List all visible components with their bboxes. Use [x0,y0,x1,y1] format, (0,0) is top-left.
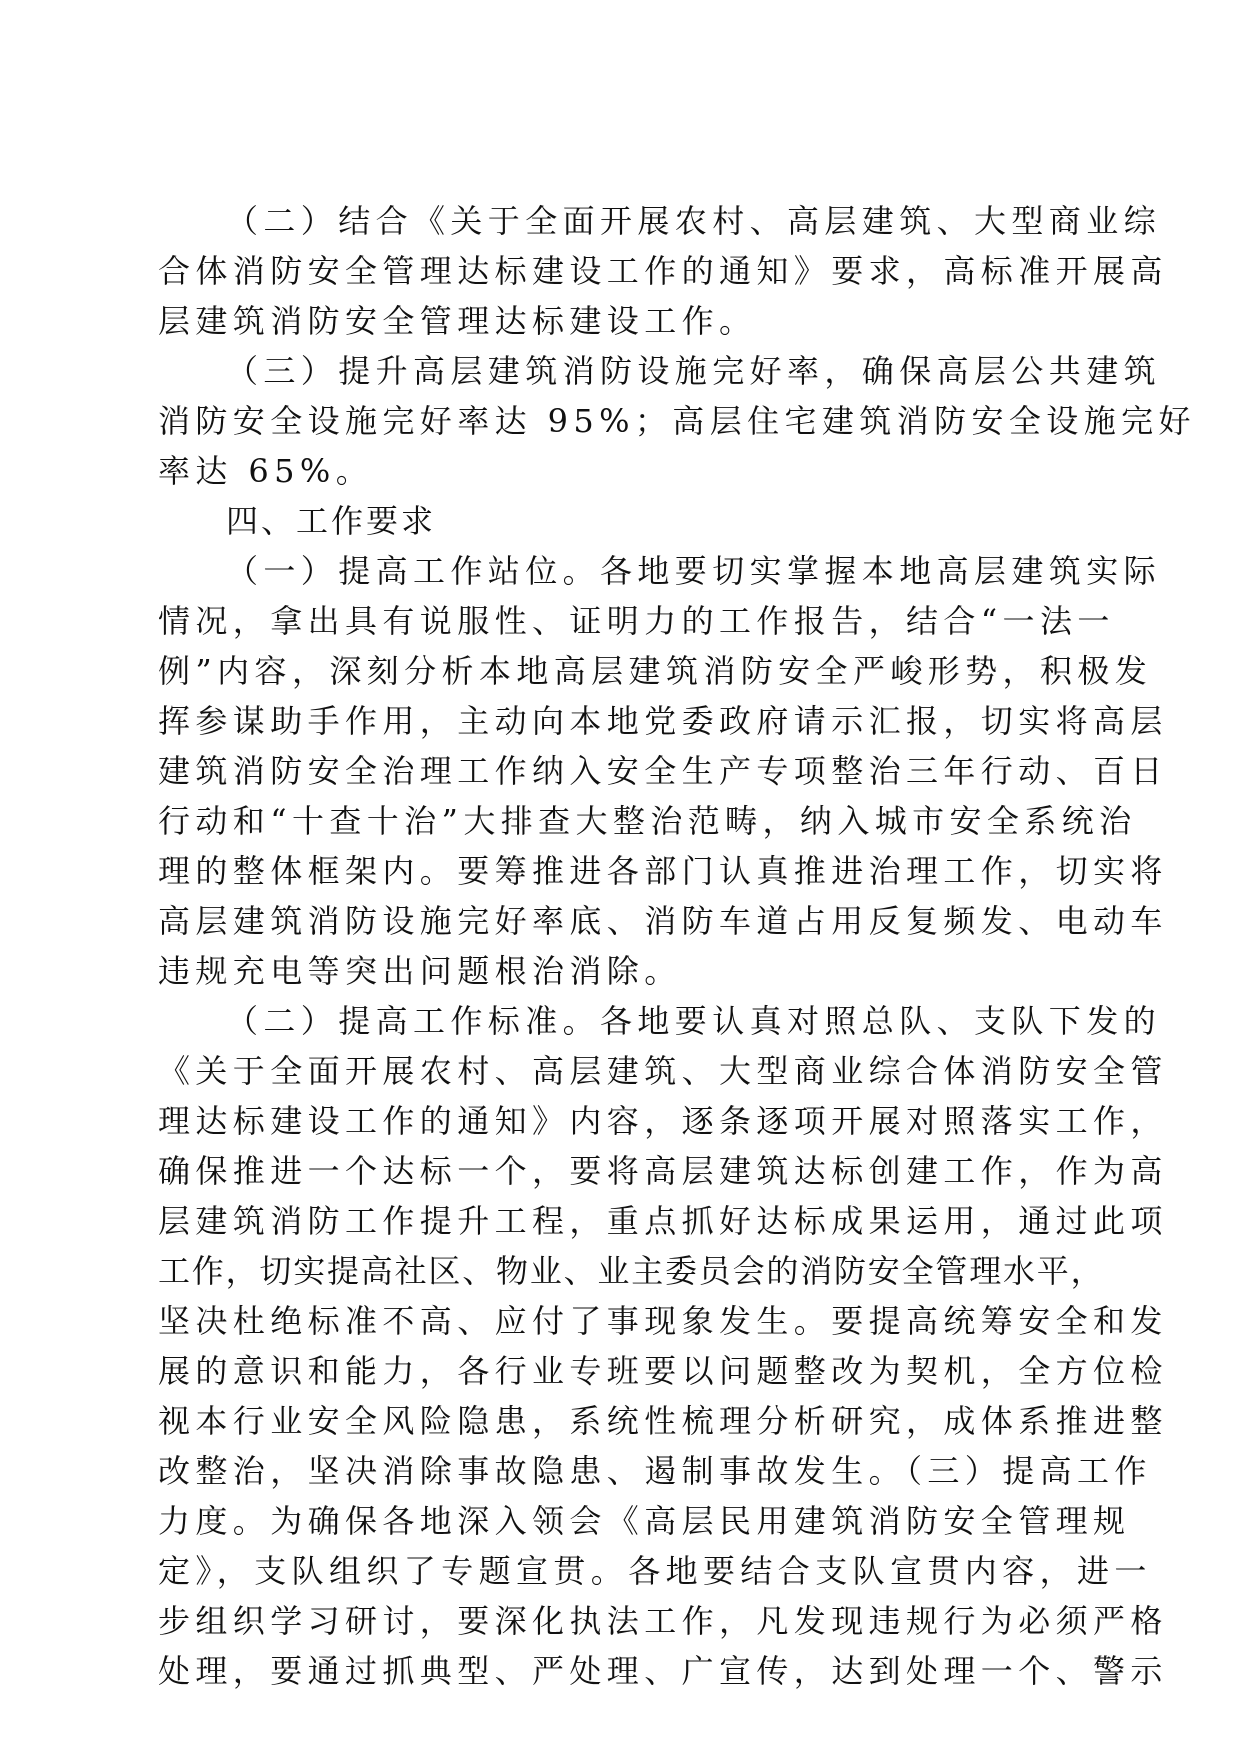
paragraph-line: 违规充电等突出问题根治消除。 [158,952,682,990]
paragraph-line: 处理，要通过抓典型、严处理、广宣传，达到处理一个、警示 [158,1652,1168,1690]
paragraph-line: 工作，切实提高社区、物业、业主委员会的消防安全管理水平， [158,1252,1105,1290]
paragraph-line: 展的意识和能力，各行业专班要以问题整改为契机，全方位检 [158,1352,1168,1390]
paragraph-line: 视本行业安全风险隐患，系统性梳理分析研究，成体系推进整 [158,1402,1168,1440]
paragraph-line: 情况，拿出具有说服性、证明力的工作报告，结合“一法一 [158,602,1115,640]
paragraph-line: 力度。为确保各地深入领会《高层民用建筑消防安全管理规 [158,1502,1131,1540]
paragraph-line: 理的整体框架内。要筹推进各部门认真推进治理工作，切实将 [158,852,1168,890]
paragraph-line: 层建筑消防工作提升工程，重点抓好达标成果运用，通过此项 [158,1202,1168,1240]
paragraph-line: 消防安全设施完好率达 95%；高层住宅建筑消防安全设施完好 [158,402,1196,440]
paragraph-line: 确保推进一个达标一个，要将高层建筑达标创建工作，作为高 [158,1152,1168,1190]
paragraph-line: 行动和“十查十治”大排查大整治范畴，纳入城市安全系统治 [158,802,1137,840]
paragraph-line: 例”内容，深刻分析本地高层建筑消防安全严峻形势，积极发 [158,652,1153,690]
paragraph-line: 定》，支队组织了专题宣贯。各地要结合支队宣贯内容，进一 [158,1552,1152,1590]
paragraph-line: 步组织学习研讨，要深化执法工作，凡发现违规行为必须严格 [158,1602,1168,1640]
paragraph-line: 坚决杜绝标准不高、应付了事现象发生。要提高统筹安全和发 [158,1302,1168,1340]
section-heading: 四、工作要求 [226,502,437,540]
paragraph-line: 理达标建设工作的通知》内容，逐条逐项开展对照落实工作， [158,1102,1168,1140]
paragraph-line: 《关于全面开展农村、高层建筑、大型商业综合体消防安全管 [158,1052,1168,1090]
paragraph-line: 改整治，坚决消除事故隐患、遏制事故发生。（三）提高工作 [158,1452,1152,1490]
paragraph-line: （二）提高工作标准。各地要认真对照总队、支队下发的 [226,1002,1162,1040]
paragraph-line: 合体消防安全管理达标建设工作的通知》要求，高标准开展高 [158,252,1168,290]
paragraph-line: （三）提升高层建筑消防设施完好率，确保高层公共建筑 [226,352,1162,390]
paragraph-line: （一）提高工作站位。各地要切实掌握本地高层建筑实际 [226,552,1162,590]
paragraph-line: 挥参谋助手作用，主动向本地党委政府请示汇报，切实将高层 [158,702,1168,740]
paragraph-line: （二）结合《关于全面开展农村、高层建筑、大型商业综 [226,202,1162,240]
paragraph-line: 率达 65%。 [158,452,374,490]
paragraph-line: 高层建筑消防设施完好率底、消防车道占用反复频发、电动车 [158,902,1168,940]
document-body [158,196,1196,1696]
paragraph-line: 建筑消防安全治理工作纳入安全生产专项整治三年行动、百日 [158,752,1168,790]
paragraph-line: 层建筑消防安全管理达标建设工作。 [158,302,757,340]
